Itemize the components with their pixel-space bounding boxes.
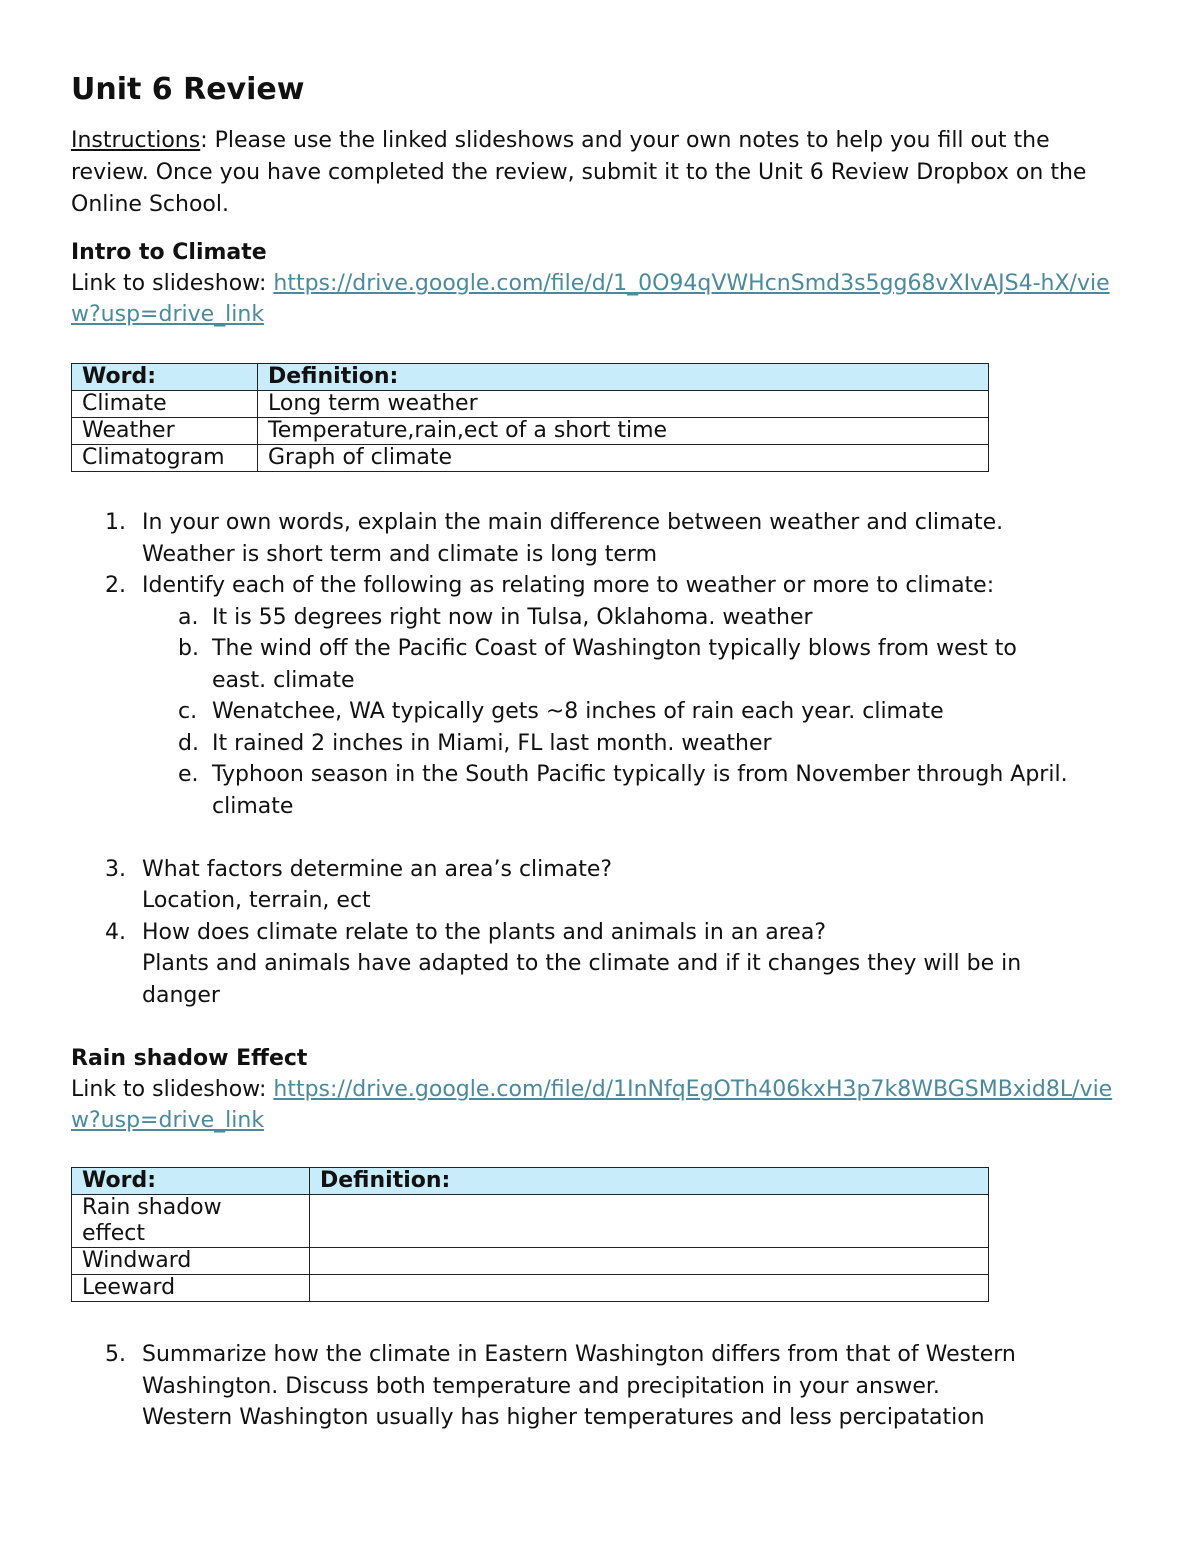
word-cell: Leeward <box>72 1275 310 1302</box>
instructions <box>71 125 1131 221</box>
definition-cell[interactable] <box>310 1275 989 1302</box>
table-row <box>72 445 989 472</box>
question-text: In your own words, explain the main difference between weather and climate. <box>142 510 1004 535</box>
sub-item-d <box>71 728 1062 760</box>
table-row <box>72 1248 989 1275</box>
answer-text: Western Washington usually has higher temperatures and less percipatation <box>142 1405 985 1430</box>
definition-cell[interactable] <box>310 1248 989 1275</box>
page-title: Unit 6 Review <box>71 72 305 107</box>
link-label: Link to slideshow: <box>71 1077 274 1102</box>
section-heading-intro: Intro to Climate <box>71 240 267 265</box>
question-text: How does climate relate to the plants and animals in an area? <box>142 919 826 945</box>
question-text: Summarize how the climate in Eastern Washington differs from that of Western Washington. Discuss both temperature and precipitation in your answer. <box>142 1342 1016 1399</box>
section-heading-rain-shadow: Rain shadow Effect <box>71 1046 308 1071</box>
question-5 <box>71 1339 1091 1434</box>
link-label: Link to slideshow: <box>71 271 274 296</box>
sub-text: Typhoon season in the South Pacific typically is from November through April. climate <box>212 762 1068 819</box>
header-word: Word: <box>72 1168 310 1195</box>
word-cell: Climate <box>72 391 258 418</box>
question-number: 5. <box>105 1342 126 1367</box>
question-1 <box>71 507 1141 570</box>
word-cell: Climatogram <box>72 445 258 472</box>
question-3 <box>71 854 1141 917</box>
header-word: Word: <box>72 364 258 391</box>
sub-item-b <box>71 633 1062 696</box>
sub-text: It rained 2 inches in Miami, FL last month. weather <box>212 730 772 756</box>
vocab-table-climate <box>71 363 989 472</box>
table-row <box>72 1275 989 1302</box>
sub-item-c <box>71 696 1062 728</box>
question-2 <box>71 570 1141 602</box>
word-cell: Weather <box>72 418 258 445</box>
question-number: 3. <box>105 856 126 882</box>
sub-letter: d. <box>178 730 199 756</box>
sub-item-a <box>71 602 1062 634</box>
sub-letter: a. <box>178 604 199 630</box>
sub-item-e <box>71 759 1127 822</box>
instructions-text: : Please use the linked slideshows and your own notes to help you fill out the review. Once you have completed the review, submit it to the Unit 6 Review Dropbox on the Online School. <box>71 128 1087 217</box>
table-header-row <box>72 1168 989 1195</box>
vocab-table-rain-shadow <box>71 1167 989 1302</box>
definition-cell: Temperature,rain,ect of a short time <box>258 418 989 445</box>
answer-text: Plants and animals have adapted to the climate and if it changes they will be in danger <box>142 951 1022 1008</box>
slideshow-link[interactable]: https://drive.google.com/file/d/1InNfqEgOTh406kxH3p7k8WBGSMBxid8L/view?usp=drive_link <box>71 1077 1113 1133</box>
question-number: 4. <box>105 919 126 945</box>
sub-letter: b. <box>178 636 199 661</box>
table-header-row <box>72 364 989 391</box>
definition-cell: Graph of climate <box>258 445 989 472</box>
question-number: 1. <box>105 510 126 535</box>
answer-text: Weather is short term and climate is long term <box>142 541 658 567</box>
sub-text: It is 55 degrees right now in Tulsa, Oklahoma. weather <box>212 604 813 630</box>
instructions-label: Instructions <box>71 128 201 153</box>
question-4 <box>71 917 1102 1012</box>
slideshow-link-line <box>71 268 1126 330</box>
question-list-1 <box>71 507 1141 1011</box>
sub-letter: e. <box>178 762 199 787</box>
slideshow-link-line <box>71 1074 1129 1136</box>
definition-cell: Long term weather <box>258 391 989 418</box>
word-cell: Windward <box>72 1248 310 1275</box>
header-definition: Definition: <box>258 364 989 391</box>
header-definition: Definition: <box>310 1168 989 1195</box>
table-row <box>72 418 989 445</box>
slideshow-link[interactable]: https://drive.google.com/file/d/1_0O94qVWHcnSmd3s5gg68vXIvAJS4-hX/view?usp=drive_link <box>71 271 1110 327</box>
sub-letter: c. <box>178 699 198 724</box>
question-text: What factors determine an area’s climate? <box>142 856 613 882</box>
table-row <box>72 391 989 418</box>
question-number: 2. <box>105 573 126 598</box>
question-list-2 <box>71 1339 1091 1434</box>
question-text: Identify each of the following as relating more to weather or more to climate: <box>142 573 995 598</box>
definition-cell[interactable] <box>310 1195 989 1248</box>
table-row <box>72 1195 989 1248</box>
answer-text: Location, terrain, ect <box>142 888 371 913</box>
word-cell: Rain shadow effect <box>72 1195 310 1248</box>
sub-text: Wenatchee, WA typically gets ~8 inches of rain each year. climate <box>212 699 944 724</box>
sub-text: The wind off the Pacific Coast of Washington typically blows from west to east. climate <box>212 636 1017 693</box>
